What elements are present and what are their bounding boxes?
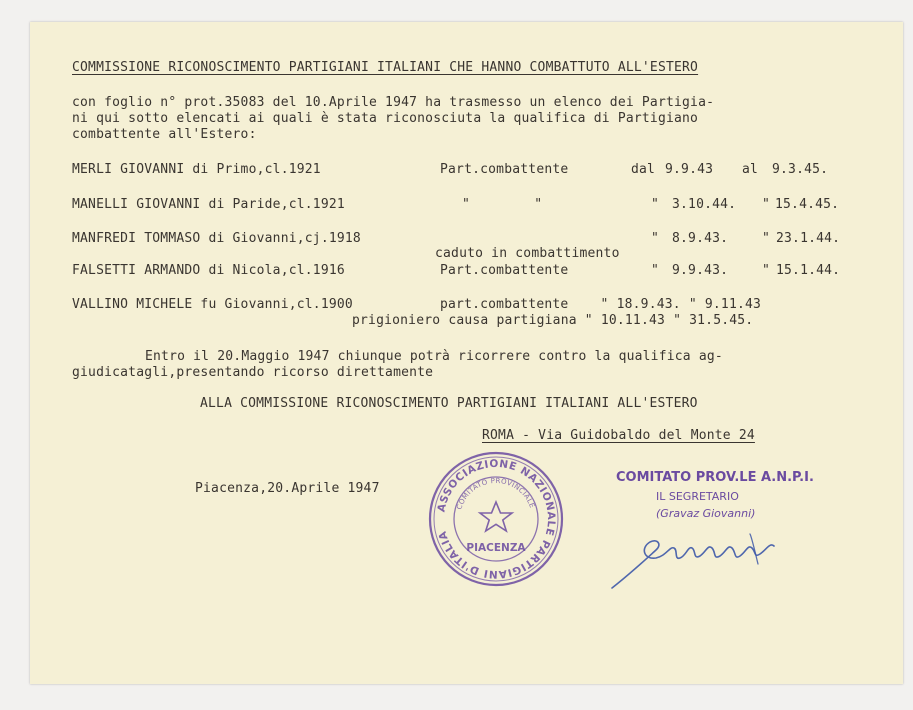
signature: [600, 520, 800, 600]
place-date: Piacenza,20.Aprile 1947: [195, 481, 380, 496]
entry-status: " ": [462, 197, 543, 212]
role-stamp: IL SEGRETARIO: [656, 490, 739, 503]
svg-text:COMITATO PROVINCIALE: [455, 477, 536, 511]
intro-line-3: combattente all'Estero:: [72, 127, 257, 142]
stamp-outer-text: ASSOCIAZIONE NAZIONALE PARTIGIANI D'ITALIA: [435, 457, 558, 581]
secretary-name: (Gravaz Giovanni): [656, 507, 756, 520]
entry-to: 23.1.44.: [776, 231, 841, 246]
entry-to-label: ": [762, 197, 771, 212]
committee-stamp: COMITATO PROV.LE A.N.P.I.: [616, 470, 814, 485]
entry-status-2: prigioniero causa partigiana " 10.11.43 " 31.5.45.: [352, 313, 754, 328]
stamp-seal: [427, 450, 565, 588]
entry-from-label: ": [651, 197, 660, 212]
document-title: COMMISSIONE RICONOSCIMENTO PARTIGIANI ITALIANI CHE HANNO COMBATTUTO ALL'ESTERO: [72, 60, 699, 75]
entry-to-label: ": [762, 263, 771, 278]
star-icon: [480, 502, 512, 531]
entry-from: 9.9.43: [665, 162, 714, 177]
entry-status: Part.combattente: [440, 263, 569, 278]
entry-to: 15.4.45.: [775, 197, 840, 212]
entry-to: 15.1.44.: [776, 263, 841, 278]
entry-from: 3.10.44.: [672, 197, 737, 212]
entry-from: 8.9.43.: [672, 231, 729, 246]
entry-to-label: al: [742, 162, 759, 177]
entry-name: MERLI GIOVANNI di Primo,cl.1921: [72, 162, 321, 177]
stamp: [427, 450, 565, 588]
entry-from-label: ": [651, 231, 660, 246]
intro-line-1: con foglio n° prot.35083 del 10.Aprile 1947 ha trasmesso un elenco dei Partigia-: [72, 95, 715, 110]
entry-name: FALSETTI ARMANDO di Nicola,cl.1916: [72, 263, 345, 278]
note-caduto: caduto in combattimento: [435, 246, 620, 261]
entry-name: MANFREDI TOMMASO di Giovanni,cj.1918: [72, 231, 361, 246]
stamp-inner-text: COMITATO PROVINCIALE: [455, 476, 537, 511]
entry-status: Part.combattente: [440, 162, 569, 177]
intro-line-2: ni qui sotto elencati ai quali è stata riconosciuta la qualifica di Partigiano: [72, 111, 699, 126]
entry-from-label: dal: [631, 162, 656, 177]
entry-from-label: ": [651, 263, 660, 278]
deadline-line-1: Entro il 20.Maggio 1947 chiunque potrà ricorrere contro la qualifica ag-: [145, 349, 723, 364]
entry-from: 9.9.43.: [672, 263, 729, 278]
address-line-1: ALLA COMMISSIONE RICONOSCIMENTO PARTIGIANI ITALIANI ALL'ESTERO: [200, 396, 698, 411]
stamp-city: PIACENZA: [466, 542, 526, 554]
entry-status: part.combattente " 18.9.43. " 9.11.43: [440, 297, 762, 312]
entry-to: 9.3.45.: [772, 162, 829, 177]
entry-name: MANELLI GIOVANNI di Paride,cl.1921: [72, 197, 345, 212]
address-line-2: ROMA - Via Guidobaldo del Monte 24: [482, 428, 755, 443]
entry-to-label: ": [762, 231, 771, 246]
entry-name: VALLINO MICHELE fu Giovanni,cl.1900: [72, 297, 353, 312]
deadline-line-2: giudicatagli,presentando ricorso direttamente: [72, 365, 434, 380]
